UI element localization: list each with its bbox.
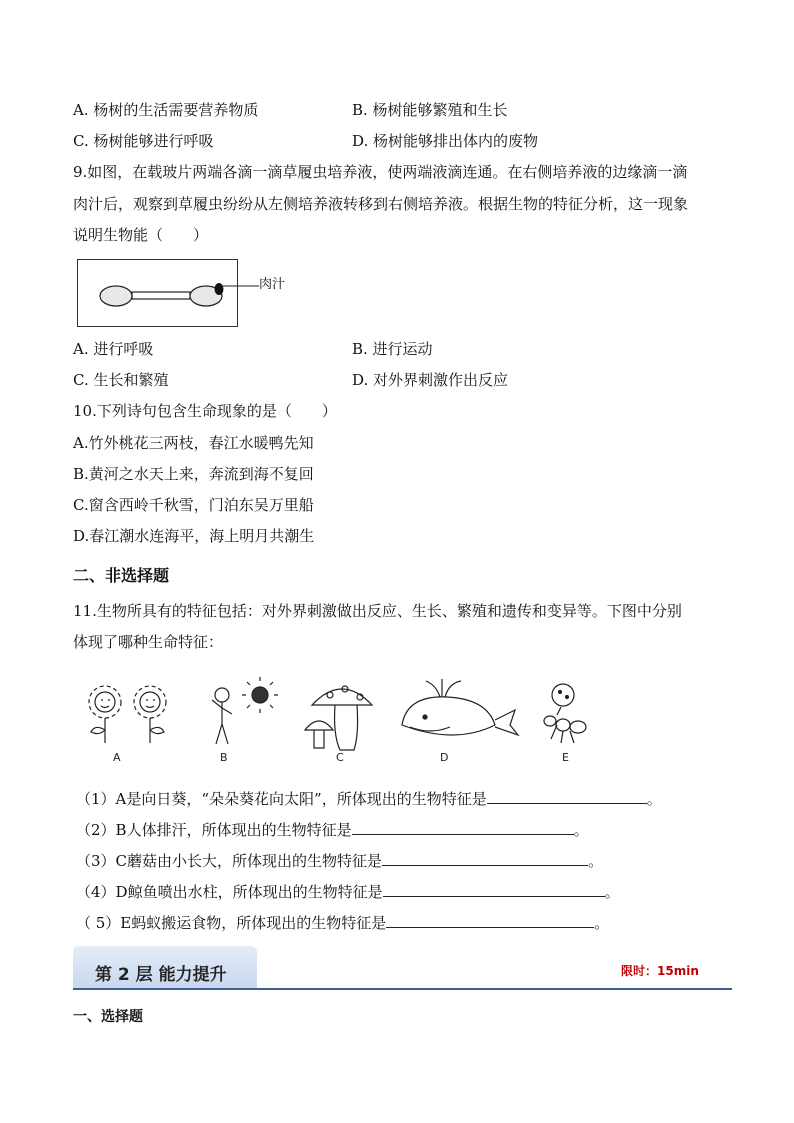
q11-sub2-text: （2）B人体排汗，所体现出的生物特征是	[76, 821, 352, 839]
q11-sub5-text: （ 5）E蚂蚁搬运食物，所体现出的生物特征是	[76, 914, 387, 932]
q10-option-d: D.春江潮水连海平，海上明月共潮生	[73, 527, 315, 545]
slide-figure	[77, 259, 238, 327]
q11-sub3	[76, 850, 603, 871]
q11-sub4-text: （4）D鲸鱼喷出水柱，所体现出的生物特征是	[76, 883, 383, 901]
header-rule	[73, 988, 732, 990]
answer-blank-4[interactable]	[383, 881, 605, 897]
q9-stem-line3: 说明生物能（ ）	[73, 226, 209, 244]
q11-sub5-end: 。	[594, 914, 610, 932]
q8-option-c: C. 杨树能够进行呼吸	[73, 132, 214, 150]
answer-blank-1[interactable]	[487, 788, 647, 804]
q11-sub1-text: （1）A是向日葵，“朵朵葵花向太阳”，所体现出的生物特征是	[76, 790, 487, 808]
q11-sub1	[76, 788, 662, 809]
sweating-person-illustration	[212, 677, 278, 744]
meat-juice-label: 肉汁	[259, 277, 286, 292]
section2-title: 二、非选择题	[73, 566, 170, 585]
section1-title: 一、选择题	[73, 1009, 143, 1025]
q10-option-b: B.黄河之水天上来，奔流到海不复回	[73, 465, 314, 483]
q9-option-b: B. 进行运动	[352, 340, 433, 358]
q9-stem-line2: 肉汁后，观察到草履虫纷纷从左侧培养液转移到右侧培养液。根据生物的特征分析，这一现象	[73, 195, 689, 213]
q11-sub2	[76, 819, 589, 840]
fig-label-d: D	[440, 751, 449, 764]
q9-option-d: D. 对外界刺激作出反应	[352, 371, 509, 389]
slide-drawing	[78, 260, 288, 326]
q11-sub4-end: 。	[604, 883, 620, 901]
q10-option-a: A.竹外桃花三两枝，春江水暖鸭先知	[73, 434, 314, 452]
ant-illustration	[544, 684, 586, 743]
meat-juice-drop	[215, 283, 224, 295]
q11-sub4	[76, 881, 620, 902]
mushroom-illustration	[305, 686, 372, 750]
answer-blank-5[interactable]	[386, 912, 594, 928]
q8-option-a: A. 杨树的生活需要营养物质	[73, 101, 259, 119]
q11-stem-line2: 体现了哪种生命特征：	[73, 633, 224, 651]
q9-option-c: C. 生长和繁殖	[73, 371, 169, 389]
fig-label-e: E	[562, 751, 569, 764]
level-title: 第 2 层 能力提升	[95, 965, 227, 985]
answer-blank-3[interactable]	[382, 850, 588, 866]
q11-sub3-end: 。	[588, 852, 604, 870]
fig-label-a: A	[113, 751, 121, 764]
time-limit: 限时：15min	[621, 964, 699, 978]
fig-label-c: C	[336, 751, 344, 764]
sunflower-illustration	[89, 686, 166, 743]
fig-label-b: B	[220, 751, 228, 764]
q9-option-a: A. 进行呼吸	[73, 340, 154, 358]
q8-option-d: D. 杨树能够排出体内的废物	[352, 132, 539, 150]
q9-stem-line1: 9.如图，在载玻片两端各滴一滴草履虫培养液，使两端液滴连通。在右侧培养液的边缘滴一滴	[73, 163, 688, 181]
q11-sub5	[76, 912, 609, 933]
q11-sub3-text: （3）C蘑菇由小长大，所体现出的生物特征是	[76, 852, 383, 870]
whale-illustration	[402, 679, 518, 735]
answer-blank-2[interactable]	[352, 819, 574, 835]
q10-stem: 10.下列诗句包含生命现象的是（ ）	[73, 402, 337, 420]
q8-option-b: B. 杨树能够繁殖和生长	[352, 101, 508, 119]
q11-stem-line1: 11.生物所具有的特征包括：对外界刺激做出反应、生长、繁殖和遗传和变异等。下图中分别	[73, 602, 682, 620]
life-features-illustrations	[80, 675, 600, 770]
q11-sub2-end: 。	[573, 821, 589, 839]
q11-sub1-end: 。	[646, 790, 662, 808]
q10-option-c: C.窗含西岭千秋雪，门泊东吴万里船	[73, 496, 314, 514]
